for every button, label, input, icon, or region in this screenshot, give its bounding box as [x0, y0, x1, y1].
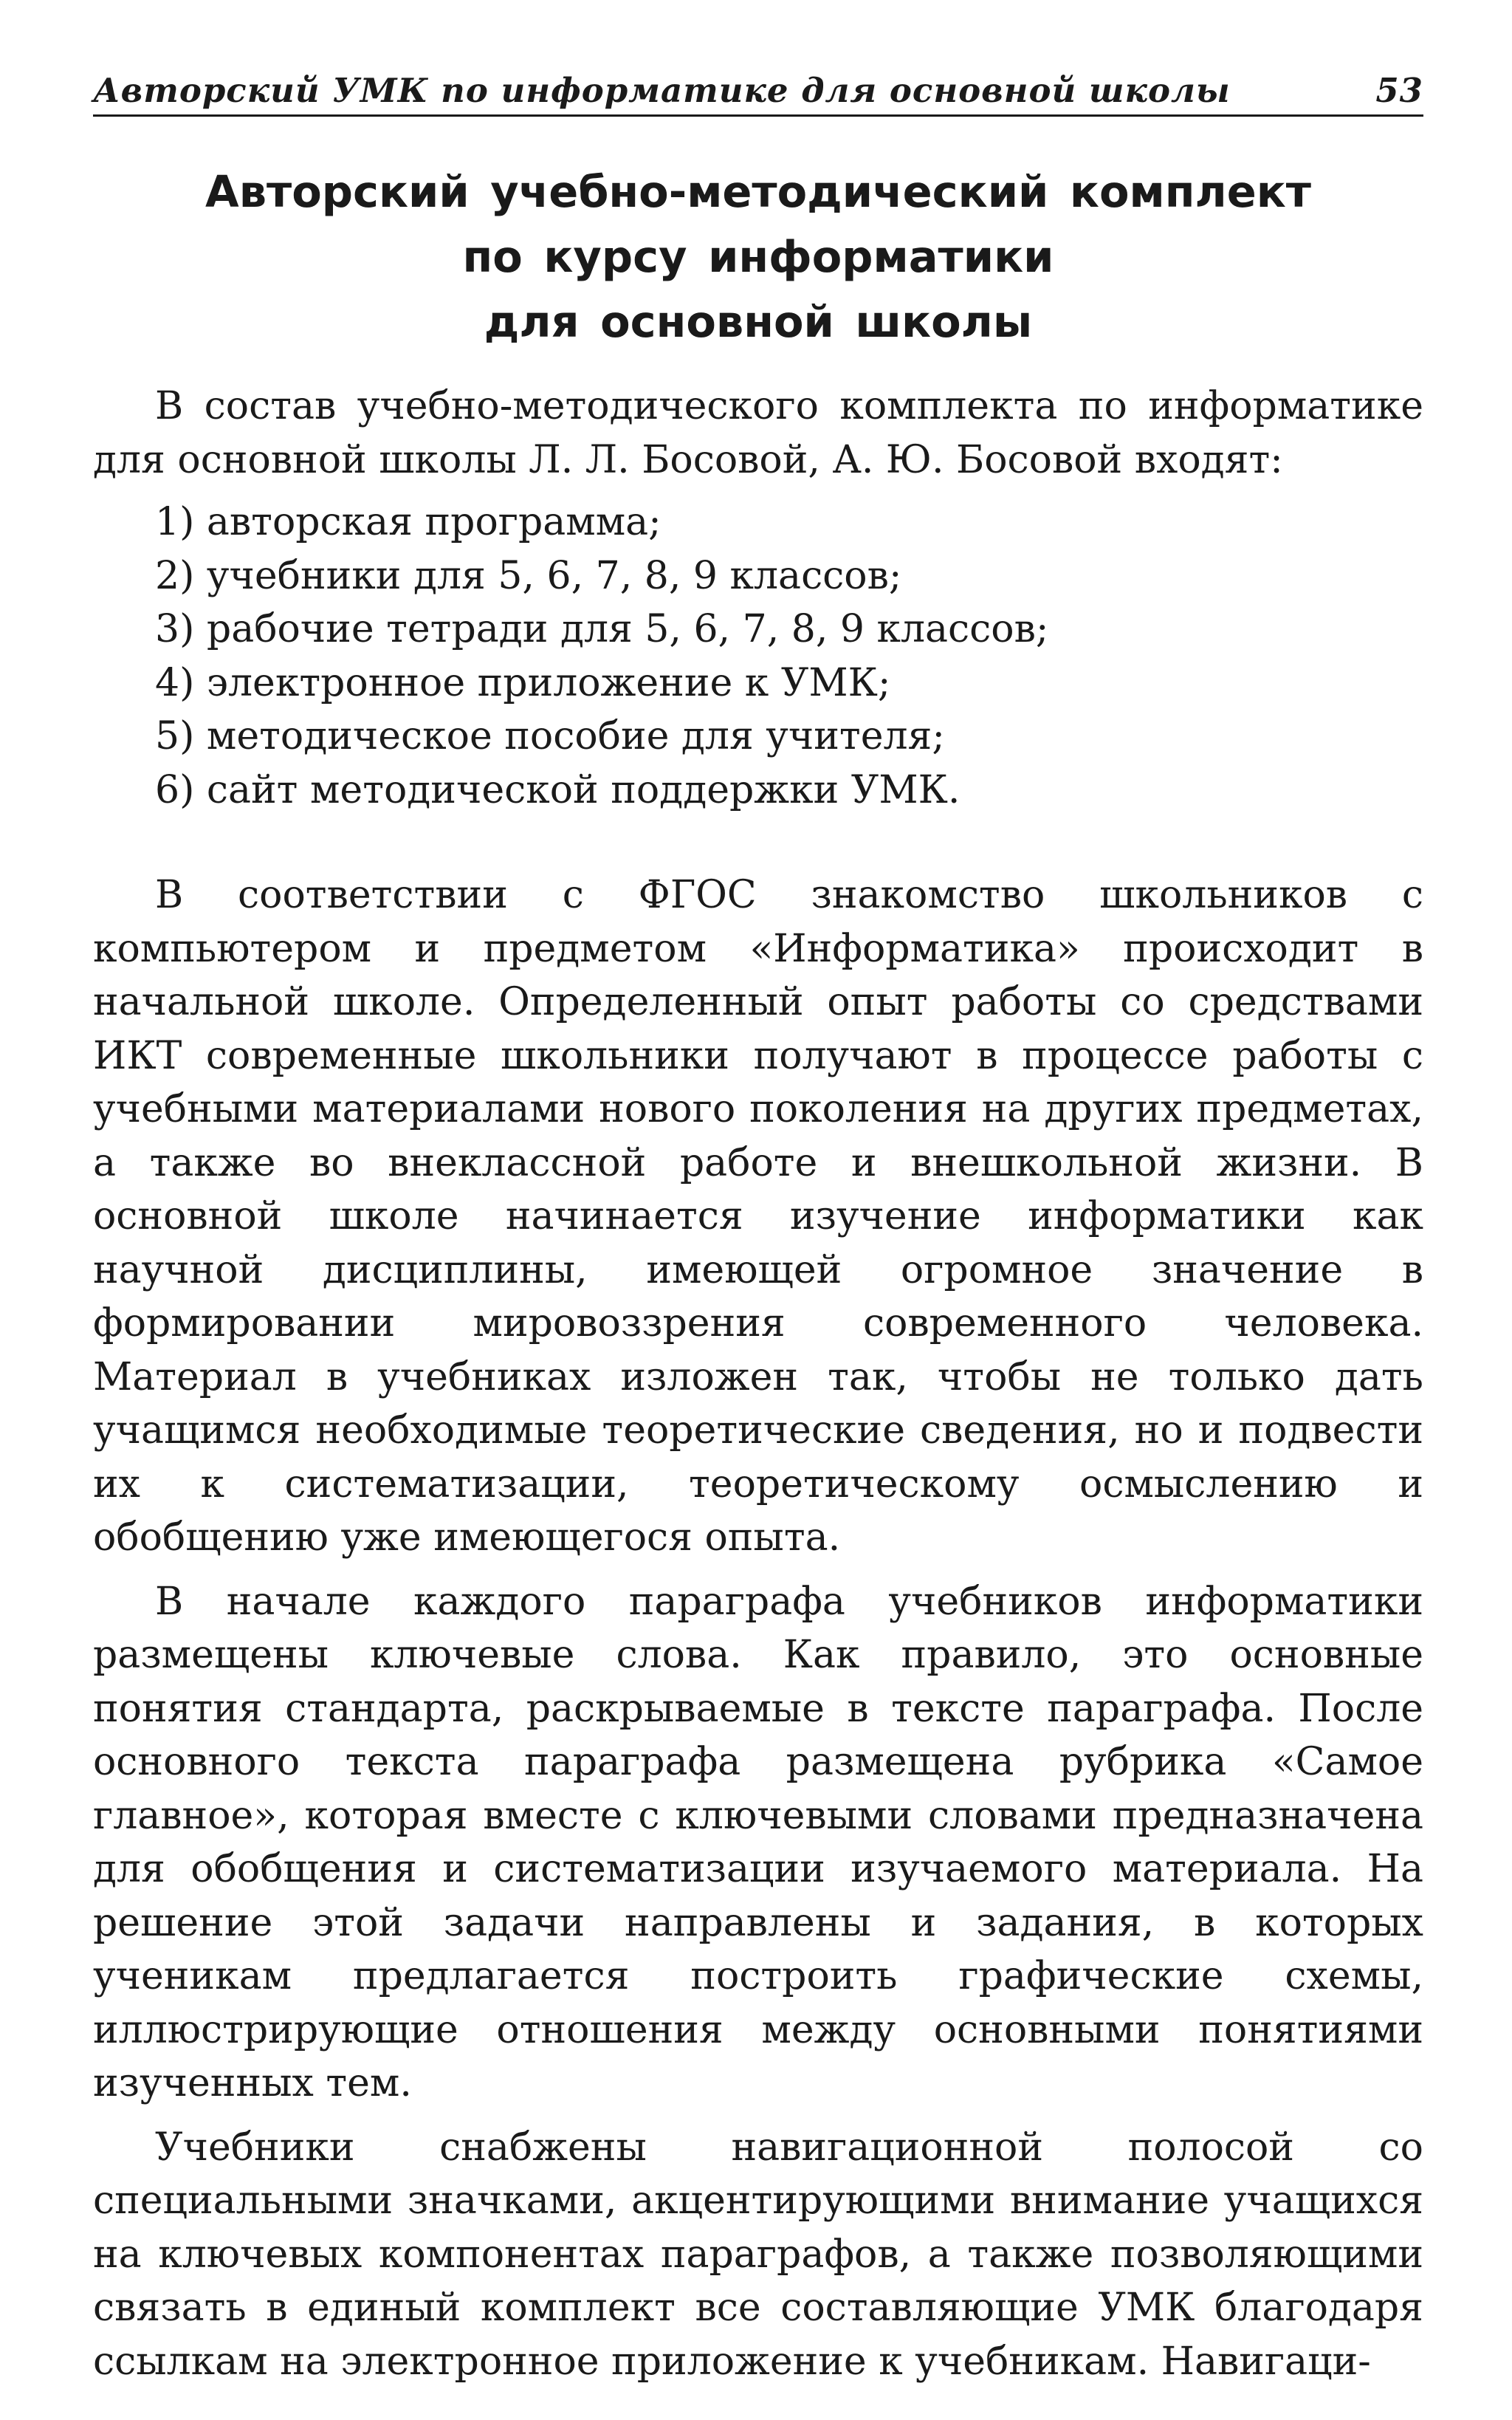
list-item: 4) электронное приложение к УМК; — [155, 660, 891, 705]
body-paragraph: В соответствии с ФГОС знакомство школьников с компьютером и предметом «Информатика» происходит в начальной школе. Определенный опыт работы со средствами ИКТ современные школьники получают в процессе работы с учебными материалами нового поколения на других предметах, а также во внеклассной работе и внешкольной жизни. В основной школе начинается изучение информатики как научной дисциплины, имеющей огромное значение в формировании мировоззрения современного человека. Материал в учебниках изложен так, чтобы не только дать учащимся необходимые теоретические сведения, но и подвести их к систематизации, теоретическому осмыслению и обобщению уже имеющегося опыта. — [93, 873, 1423, 1560]
list-item: 2) учебники для 5, 6, 7, 8, 9 классов; — [155, 553, 902, 598]
chapter-title-line: Авторский учебно-методический комплект — [205, 166, 1311, 217]
chapter-title-line: по курсу информатики — [462, 231, 1054, 282]
intro-paragraph: В состав учебно-методического комплекта по информатике для основной школы Л. Л. Босовой, А. Ю. Босовой входят: — [93, 384, 1423, 482]
body-paragraph: В начале каждого параграфа учебников информатики размещены ключевые слова. Как правило, это основные понятия стандарта, раскрываемые в тексте параграфа. После основного текста параграфа размещена рубрика «Самое главное», которая вместе с ключевыми словами предназначена для обобщения и систематизации изучаемого материала. На решение этой задачи направлены и задания, в которых ученикам предлагается построить графические схемы, иллюстрирующие отношения между основными понятиями изученных тем. — [93, 1579, 1423, 2105]
page-number: 53 — [1375, 71, 1423, 110]
components-list — [155, 496, 1423, 817]
chapter-title — [93, 160, 1423, 354]
chapter-title-line: для основной школы — [484, 296, 1033, 347]
list-item: 3) рабочие тетради для 5, 6, 7, 8, 9 классов; — [155, 607, 1049, 651]
book-page — [93, 71, 1423, 2388]
list-item: 1) авторская программа; — [155, 500, 662, 544]
body-paragraph: Учебники снабжены навигационной полосой со специальными значками, акцентирующими внимание учащихся на ключевых компонентах параграфов, а также позволяющими связать в единый комплект все составляющие УМК благодаря ссылкам на электронное приложение к учебникам. Навигаци- — [93, 2125, 1423, 2384]
header-rule — [93, 114, 1423, 117]
list-item: 5) методическое пособие для учителя; — [155, 714, 945, 758]
list-item: 6) сайт методической поддержки УМК. — [155, 767, 961, 812]
running-head-title: Авторский УМК по информатике для основной школы — [93, 71, 1231, 110]
running-head — [93, 71, 1423, 114]
